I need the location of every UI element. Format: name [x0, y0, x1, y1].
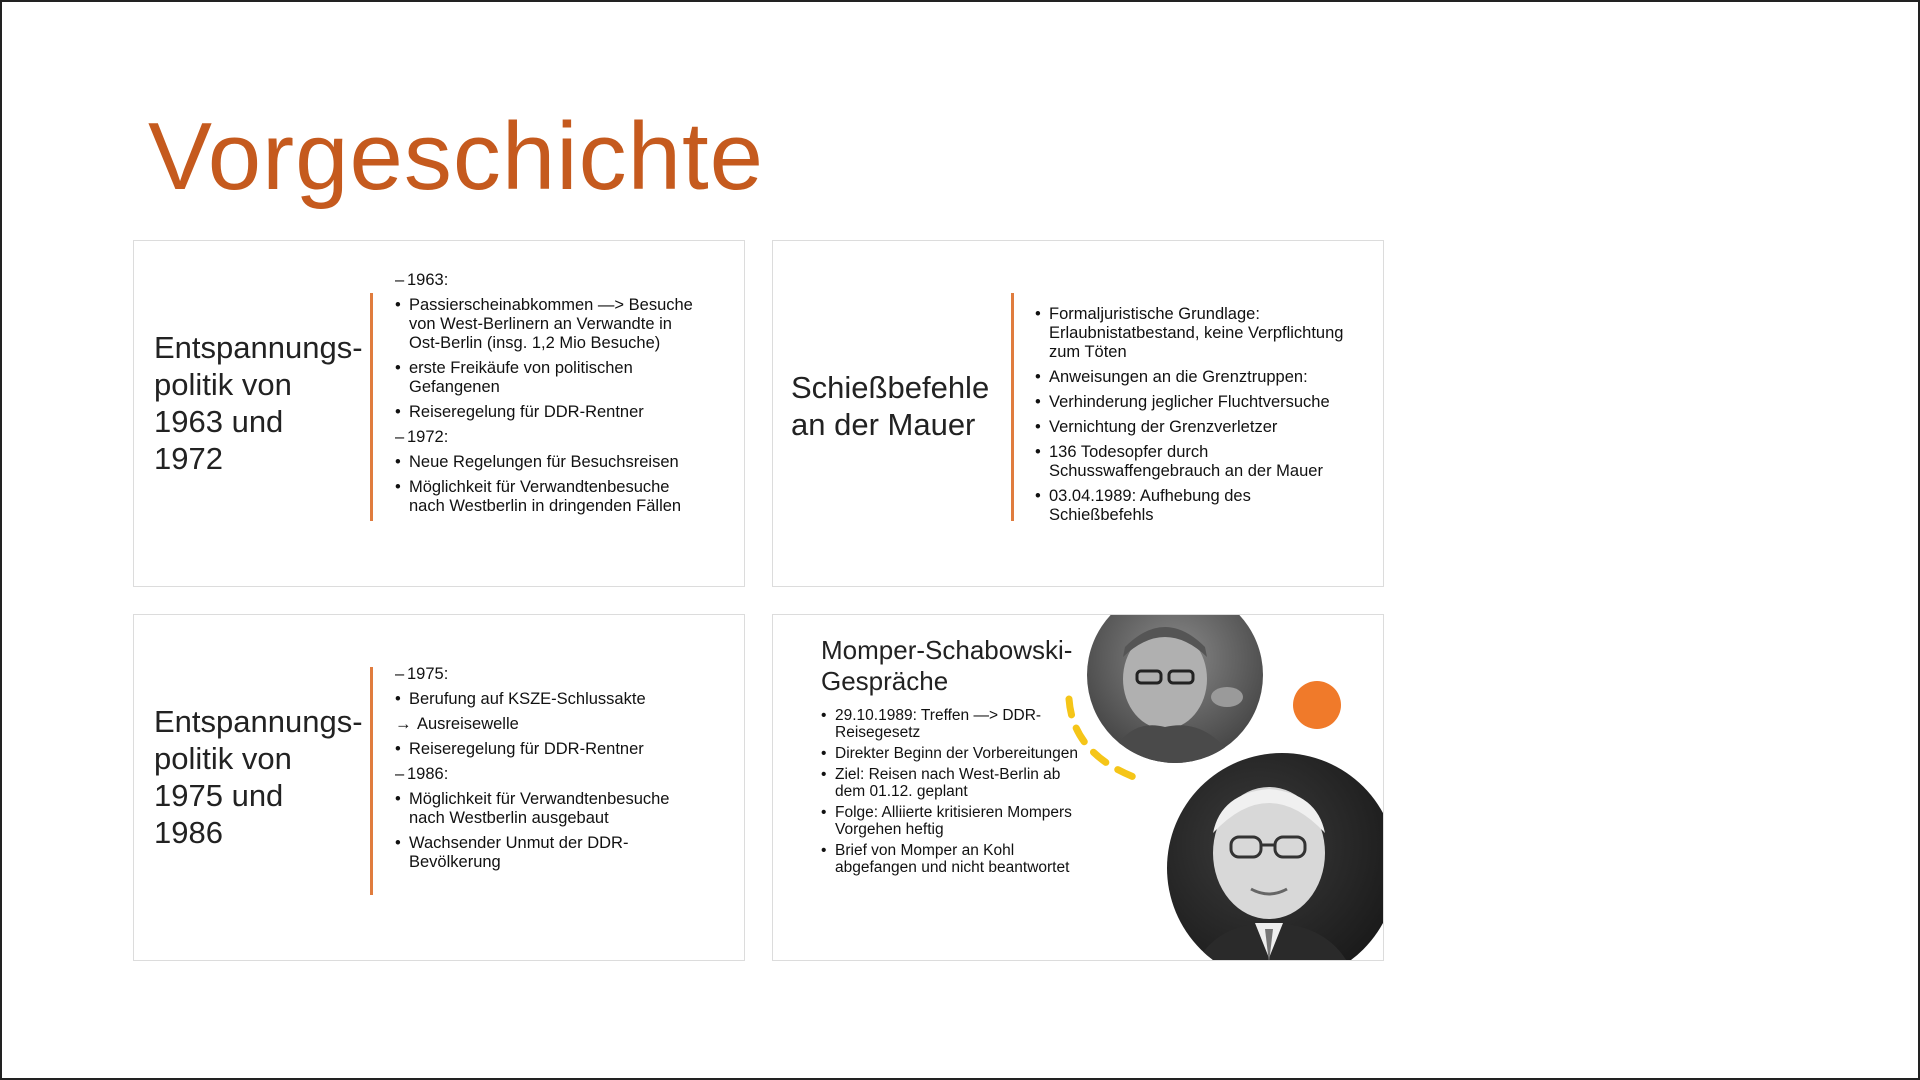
card-heading-line: politik von: [154, 367, 292, 402]
decorative-orange-circle: [1293, 681, 1341, 729]
card-divider: [370, 667, 373, 895]
list-item: • 29.10.1989: Treffen —> DDR-Reisegesetz: [821, 707, 1042, 741]
card-content: [395, 665, 695, 878]
list-item: • Direkter Beginn der Vorbereitungen: [821, 745, 1078, 762]
list-item: • erste Freikäufe von politischen Gefangenen: [395, 359, 633, 396]
card-content: [821, 707, 1081, 880]
card-heading: [154, 703, 363, 851]
card-heading-line: 1972: [154, 441, 223, 476]
card-heading-line: 1975 und: [154, 778, 284, 813]
list-item: • Möglichkeit für Verwandtenbesuche nach Westberlin ausgebaut: [395, 790, 670, 827]
card-heading-line: Gespräche: [821, 666, 949, 696]
card-heading-line: 1986: [154, 815, 223, 850]
list-item: • 03.04.1989: Aufhebung des Schießbefehls: [1035, 487, 1251, 524]
portrait-photo-momper: [1167, 753, 1384, 961]
card-content: [1035, 305, 1355, 531]
list-item: • Möglichkeit für Verwandtenbesuche nach Westberlin in dringenden Fällen: [395, 478, 682, 515]
card-momper-schabowski: [772, 614, 1384, 961]
portrait-image: [1167, 753, 1384, 961]
list-item: • 136 Todesopfer durch Schusswaffengebrauch an der Mauer: [1035, 443, 1323, 480]
list-item: • Berufung auf KSZE-Schlussakte: [395, 690, 646, 708]
list-item: – 1963:: [395, 271, 449, 289]
card-heading-line: Momper-Schabowski-: [821, 635, 1073, 665]
list-item: • Reiseregelung für DDR-Rentner: [395, 740, 644, 758]
list-item: • Brief von Momper an Kohl abgefangen und nicht beantwortet: [821, 842, 1070, 876]
list-item: • Anweisungen an die Grenztruppen:: [1035, 368, 1308, 386]
card-heading-line: an der Mauer: [791, 407, 976, 442]
card-heading-line: Schießbefehle: [791, 370, 990, 405]
card-entspannung-1963-1972: [133, 240, 745, 587]
slide-title: Vorgeschichte: [148, 103, 765, 210]
card-heading: [821, 635, 1072, 697]
list-item: • Verhinderung jeglicher Fluchtversuche: [1035, 393, 1330, 411]
card-heading-line: politik von: [154, 741, 292, 776]
card-heading: [791, 369, 989, 443]
card-entspannung-1975-1986: [133, 614, 745, 961]
card-divider: [370, 293, 373, 521]
list-item: – 1986:: [395, 765, 449, 783]
list-item: → Ausreisewelle: [395, 715, 519, 733]
card-heading-line: Entspannungs-: [154, 330, 363, 365]
card-heading-line: Entspannungs-: [154, 704, 363, 739]
card-content: [395, 271, 695, 522]
list-item: • Reiseregelung für DDR-Rentner: [395, 403, 644, 421]
card-divider: [1011, 293, 1014, 521]
list-item: – 1972:: [395, 428, 449, 446]
list-item: • Folge: Alliierte kritisieren Mompers Vorgehen heftig: [821, 804, 1072, 838]
card-heading: [154, 329, 363, 477]
list-item: – 1975:: [395, 665, 449, 683]
list-item: • Ziel: Reisen nach West-Berlin ab dem 01.12. geplant: [821, 766, 1061, 800]
list-item: • Neue Regelungen für Besuchsreisen: [395, 453, 679, 471]
list-item: • Wachsender Unmut der DDR-Bevölkerung: [395, 834, 629, 871]
card-schiessbefehle: [772, 240, 1384, 587]
list-item: • Formaljuristische Grundlage: Erlaubnistatbestand, keine Verpflichtung zum Töten: [1035, 305, 1344, 361]
list-item: • Passierscheinabkommen —> Besuche von West-Berlinern an Verwandte in Ost-Berlin (insg. 1,2 Mio Besuche): [395, 296, 693, 352]
decorative-yellow-arc: [1061, 695, 1161, 795]
card-heading-line: 1963 und: [154, 404, 284, 439]
list-item: • Vernichtung der Grenzverletzer: [1035, 418, 1278, 436]
